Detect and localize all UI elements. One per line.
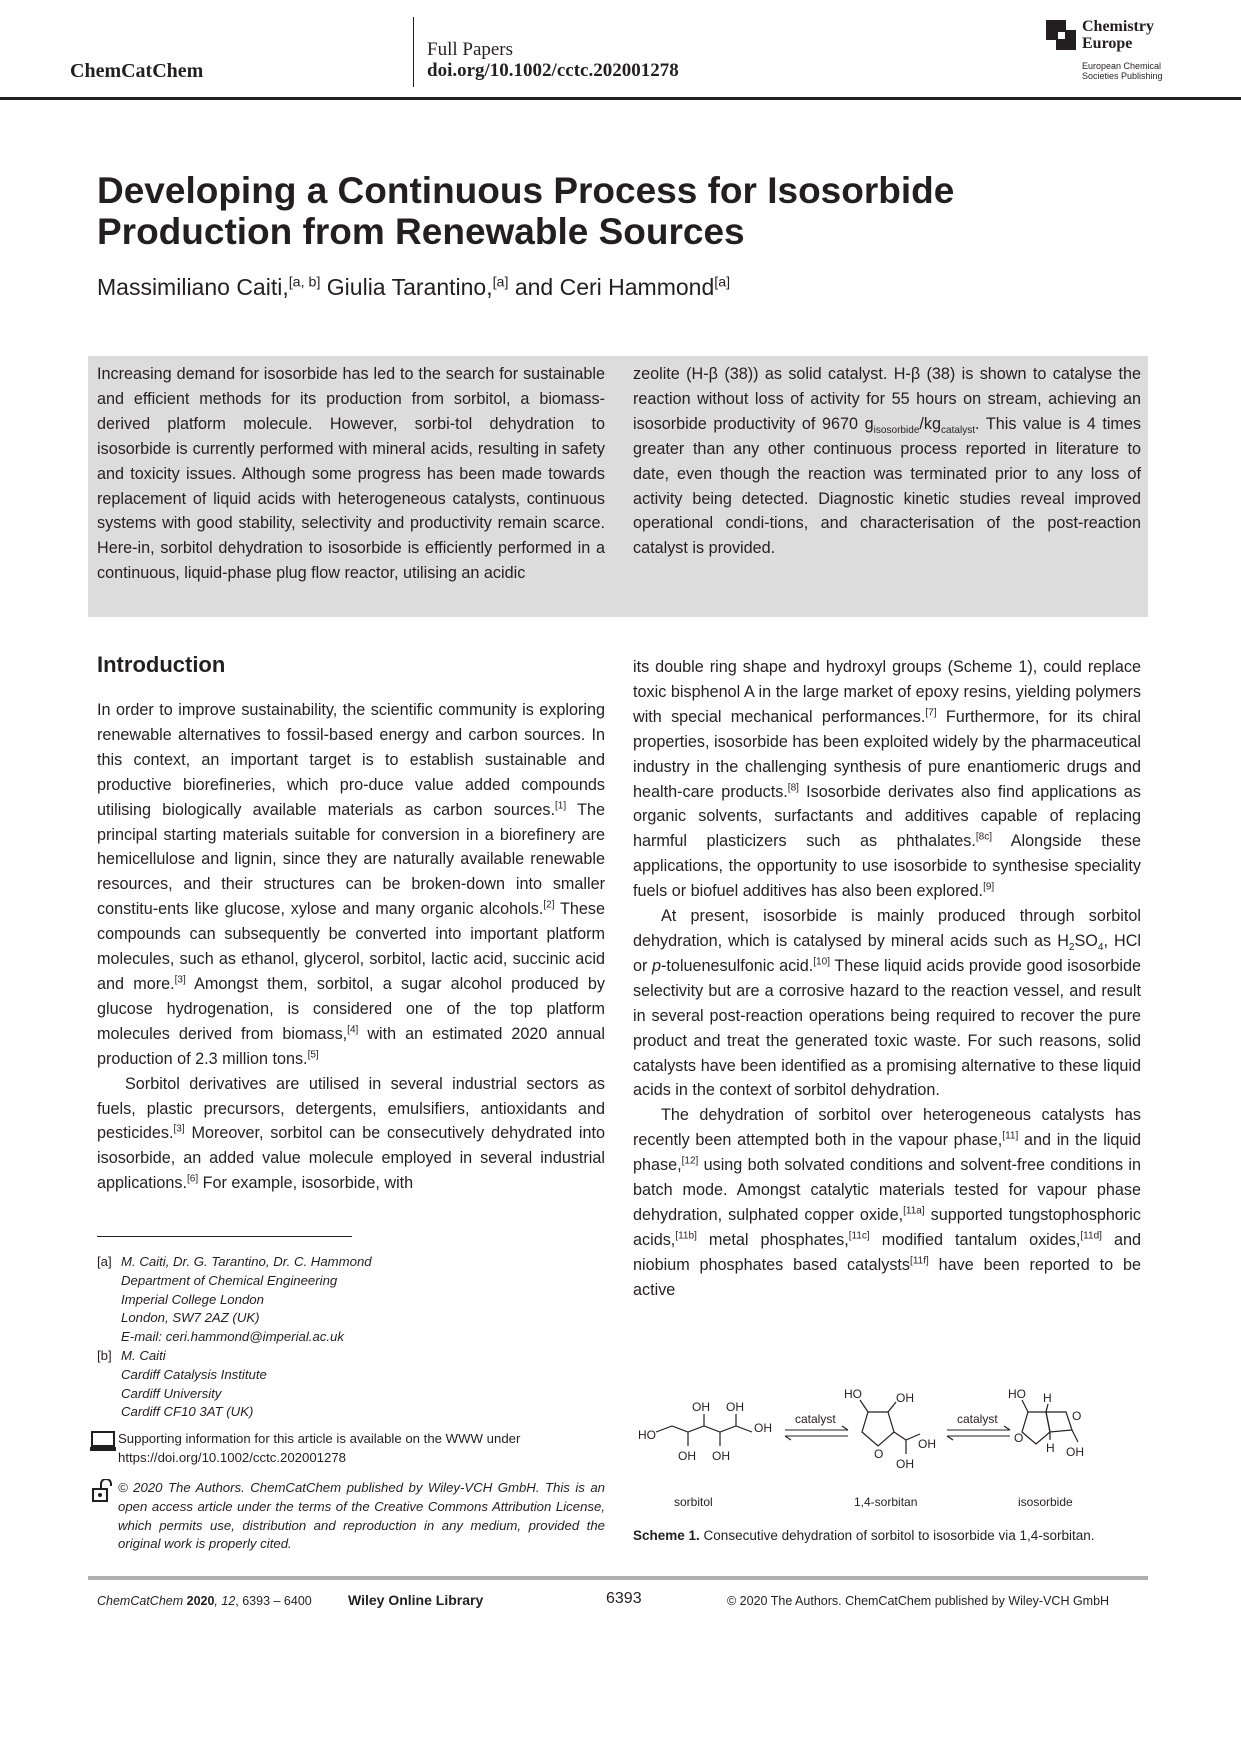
atom-label: HO [638, 1428, 656, 1442]
paragraph: The dehydration of sorbitol over heterogeneous catalysts has recently been attempted both in the vapour phase,[11] and in the liquid phase,[12] using both solvated conditions and solvent-free conditions in batch mode. Amongst catalytic materials tested for vapour phase dehydration, sulphated copper oxide,[11a] supported tungstophosphoric acids,[11b] metal phosphates,[11c] modified tantalum oxides,[11d] and niobium phosphates based catalysts[11f] have been reported to be active [633, 1106, 1141, 1299]
atom-label: H [1046, 1441, 1055, 1455]
arrow-label: catalyst [795, 1412, 836, 1426]
compound-label: 1,4-sorbitan [854, 1495, 918, 1509]
author-affiliation: [a, b] [288, 274, 321, 291]
citation[interactable]: [11] [1002, 1130, 1019, 1142]
atom-label: OH [726, 1400, 744, 1414]
email-link[interactable]: E-mail: ceri.hammond@imperial.ac.uk [121, 1329, 344, 1345]
affiliation-tag: [a] [97, 1254, 112, 1269]
affiliation-tag: [b] [97, 1347, 112, 1363]
atom-label: HO [1008, 1387, 1026, 1401]
author-list [97, 274, 730, 301]
body-right-column [633, 655, 1141, 1303]
citation[interactable]: [1] [554, 800, 567, 812]
header-rule [0, 97, 1241, 100]
scheme-figure [630, 1378, 1144, 1523]
author-name: and Ceri Hammond [514, 274, 715, 300]
atom-label: HO [844, 1387, 862, 1401]
paragraph: Sorbitol derivatives are utilised in several industrial sectors as fuels, plastic precursors, detergents, emulsifiers, antioxidants and pesticides.[3] Moreover, sorbitol can be consecutively dehydrated into isosorbide, an added value molecule employed in several industrial applications.[6] For example, isosorbide, with [97, 1074, 605, 1193]
publisher-name: Chemistry Europe [1082, 18, 1154, 52]
atom-label: OH [918, 1437, 936, 1451]
atom-label: OH [896, 1391, 914, 1405]
citation[interactable]: [8c] [975, 831, 993, 843]
page-number: 6393 [606, 1590, 642, 1607]
citation[interactable]: [12] [681, 1155, 699, 1167]
header-separator [413, 17, 414, 87]
atom-label: OH [754, 1421, 772, 1435]
section-label: Full Papers [427, 39, 514, 60]
atom-label: OH [896, 1457, 914, 1471]
article-title: Developing a Continuous Process for Isosorbide Production from Renewable Sources [97, 170, 955, 252]
compound-label: sorbitol [674, 1495, 713, 1509]
citation[interactable]: [11f] [910, 1255, 929, 1267]
computer-icon [88, 1430, 118, 1452]
open-access-lock-icon [88, 1479, 118, 1503]
isosorbide-structure [1022, 1400, 1078, 1444]
open-access-note [88, 1479, 605, 1554]
paragraph: At present, isosorbide is mainly produced through sorbitol dehydration, which is catalysed by mineral acids such as $H_2SO_4$, HCl or p-toluenesulfonic acid.[10] These liquid acids provide good isosorbide selectivity but are a corrosive hazard to the reaction vessel, and result in several post-reaction operations being required to recover the pure product and treat the generated toxic waste. For such reasons, solid catalysts have been identified as a promising alternative to these liquid acids in the context of sorbitol dehydration. [633, 907, 1141, 1100]
section-heading: Introduction [97, 652, 226, 677]
affiliations: [a] M. Caiti, Dr. G. Tarantino, Dr. C. Hammond Department of Chemical Engineering Imperial College London London, SW7 2AZ (UK) E-mail: ceri.hammond@imperial.ac.uk [b] M. Caiti Cardiff Catalysis Institute Cardiff University Cardiff CF10 3AT (UK) [97, 1253, 605, 1422]
citation[interactable]: [9] [983, 881, 995, 893]
atom-label: O [874, 1447, 884, 1461]
body-left-column [97, 698, 605, 1196]
atom-label: OH [692, 1400, 710, 1414]
citation[interactable]: [7] [925, 707, 937, 719]
citation[interactable]: [5] [307, 1049, 319, 1061]
citation[interactable]: [10] [813, 956, 830, 968]
atom-label: OH [1066, 1445, 1084, 1459]
supporting-info-text[interactable]: Supporting information for this article is available on the WWW under https://doi.org/10.1002/cctc.202001278 [118, 1431, 521, 1465]
citation[interactable]: [11a] [903, 1205, 925, 1217]
author-name: Massimiliano Caiti, [97, 274, 289, 300]
citation[interactable]: [11d] [1080, 1230, 1102, 1242]
equilibrium-arrow [785, 1426, 848, 1440]
citation[interactable]: [2] [543, 899, 555, 911]
author-affiliation: [a] [714, 274, 731, 291]
footer-rule [88, 1576, 1148, 1580]
author-name: Giulia Tarantino, [326, 274, 493, 300]
publisher-subtitle: European Chemical Societies Publishing [1082, 61, 1163, 81]
paragraph: In order to improve sustainability, the scientific community is exploring renewable alternatives to fossil-based energy and carbon sources. In this context, an important target is to establish sustainable and productive biorefineries, which pro-duce value added compounds utilising biologically available materials as carbon sources.[1] The principal starting materials suitable for conversion in a biorefinery are hemicellulose and lignin, since they are naturally available renewable resources, and their structures can be broken-down into smaller constitu-ents like glucose, xylose and many organic alcohols.[2] These compounds can subsequently be converted into important platform molecules, such as ethanol, glycerol, sorbitol, lactic acid, succinic acid and more.[3] Amongst them, sorbitol, a sugar alcohol produced by glucose hydrogenation, is considered one of the top platform molecules derived from biomass,[4] with an estimated 2020 annual production of 2.3 million tons.[5] [97, 701, 605, 1068]
footer-copyright: © 2020 The Authors. ChemCatChem published by Wiley-VCH GmbH [727, 1594, 1110, 1608]
license-text: © 2020 The Authors. ChemCatChem published by Wiley-VCH GmbH. This is an open access article under the terms of the Creative Commons Attribution License, which permits use, distribution and reproduction in any medium, provided the original work is properly cited. [118, 1480, 605, 1552]
supporting-info [88, 1430, 605, 1468]
atom-label: H [1043, 1391, 1052, 1405]
journal-name: ChemCatChem [70, 60, 204, 82]
paragraph: its double ring shape and hydroxyl groups (Scheme 1), could replace toxic bisphenol A in the large market of epoxy resins, yielding polymers with special mechanical performances.[7] Furthermore, for its chiral properties, isosorbide has been exploited widely by the pharmaceutical industry in the challenging synthesis of pure enantiomeric drugs and health-care products.[8] Isosorbide derivates also find applications as organic solvents, surfactants and additives capable of replacing harmful plasticizers such as phthalates.[8c] Alongside these applications, the opportunity to use isosorbide to synthesise speciality fuels or biofuel additives has also been explored.[9] [633, 658, 1141, 901]
citation[interactable]: [4] [347, 1024, 359, 1036]
sorbitan-structure [860, 1400, 920, 1454]
atom-label: O [1072, 1409, 1082, 1423]
footnote-rule [97, 1236, 352, 1237]
author-affiliation: [a] [492, 274, 509, 291]
citation[interactable]: [3] [174, 974, 186, 986]
abstract-left: Increasing demand for isosorbide has led to the search for sustainable and efficient methods for its production from sorbitol, a biomass-derived platform molecule. However, sorbi-tol dehydration to isosorbide is currently performed with mineral acids, resulting in safety and toxicity issues. Although some progress has been made towards replacement of liquid acids with heterogeneous catalysts, continuous systems with good stability, selectivity and productivity remain scarce. Here-in, sorbitol dehydration to isosorbide is efficiently performed in a continuous, liquid-phase plug flow reactor, utilising an acidic [97, 365, 605, 583]
sorbitol-structure [656, 1414, 752, 1446]
arrow-label: catalyst [957, 1412, 998, 1426]
wiley-online-library-link[interactable]: Wiley Online Library [348, 1592, 484, 1608]
footer-citation: ChemCatChem 2020, 12, 6393 – 6400 [97, 1594, 312, 1608]
abstract-right: zeolite (H-β (38)) as solid catalyst. H-β (38) is shown to catalyse the reaction without loss of activity for 55 hours on stream, achieving an isosorbide productivity of 9670 $g_{isosorbide}/kg_{catalyst}$. This value is 4 times greater than any other continuous process reported in literature to date, even though the reaction was terminated prior to any loss of activity being detected. Diagnostic kinetic studies reveal improved operational condi-tions, and characterisation of the post-reaction catalyst is provided. [633, 365, 1141, 558]
atom-label: OH [712, 1449, 730, 1463]
chemistry-europe-logo-icon [1046, 20, 1076, 50]
atom-label: OH [678, 1449, 696, 1463]
citation[interactable]: [6] [187, 1173, 199, 1185]
compound-label: isosorbide [1018, 1495, 1073, 1509]
equilibrium-arrow [947, 1426, 1010, 1440]
citation[interactable]: [11c] [848, 1230, 870, 1242]
citation[interactable]: [3] [173, 1124, 185, 1136]
citation[interactable]: [11b] [675, 1230, 697, 1242]
doi-link[interactable]: doi.org/10.1002/cctc.202001278 [427, 60, 679, 81]
scheme-caption: Scheme 1. Consecutive dehydration of sorbitol to isosorbide via 1,4-sorbitan. [633, 1528, 1095, 1543]
atom-label: O [1014, 1431, 1024, 1445]
citation[interactable]: [8] [787, 782, 799, 794]
